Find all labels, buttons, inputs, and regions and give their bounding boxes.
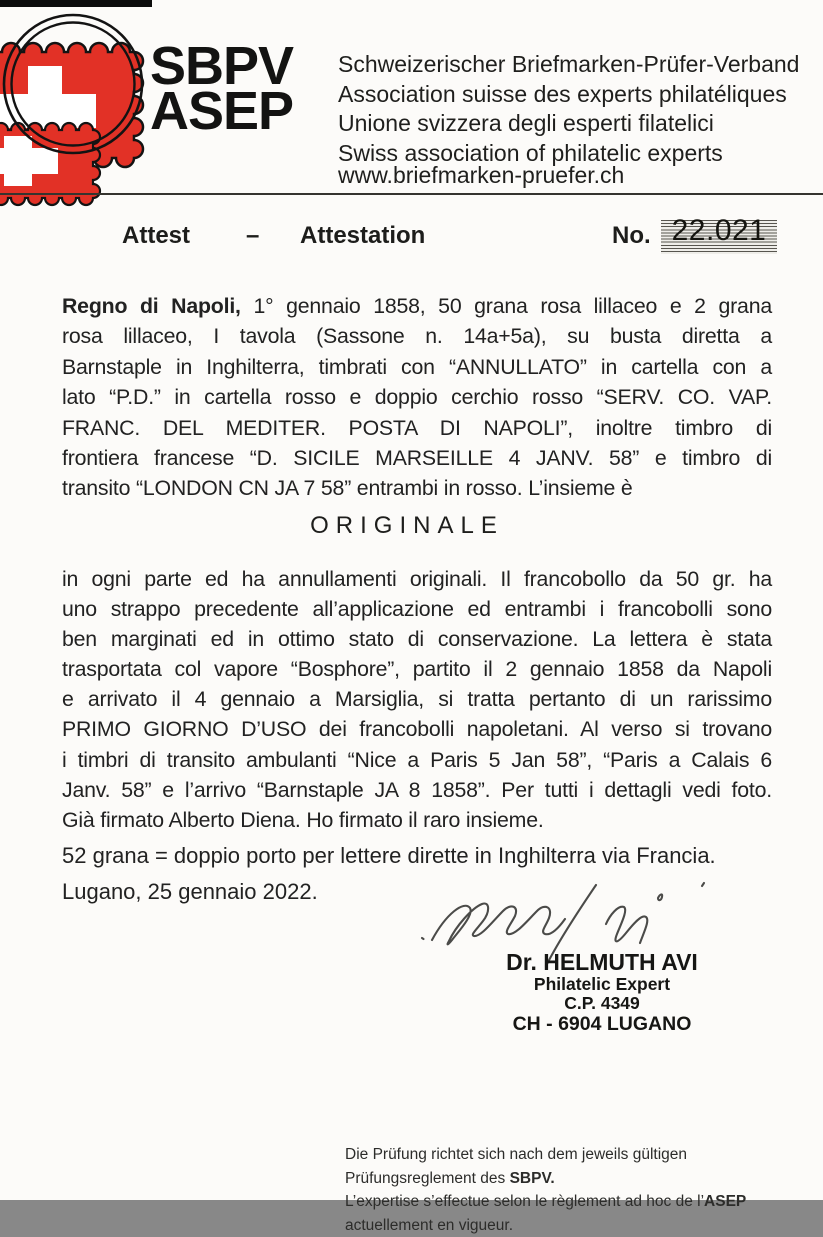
website-text: www.briefmarken-pruefer.ch — [338, 162, 625, 188]
text-segment: FRANC. DEL MEDITER. POSTA DI NAPOLI”, inoltre timbro di — [62, 415, 772, 440]
text-line — [62, 352, 772, 382]
title-attestation: Attestation — [300, 222, 426, 249]
text-segment: uno strappo precedente all’applicazione ed entrambi i francobolli sono — [62, 597, 772, 622]
text-segment: 1° gennaio 1858, 50 grana rosa lillaceo e 2 grana — [240, 294, 772, 318]
org-name-de: Schweizerischer Briefmarken-Prüfer-Verband — [338, 51, 800, 77]
org-name-it: Unione svizzera degli esperti filatelici — [338, 110, 714, 136]
text-segment: Janv. 58” e l’arrivo “Barnstaple JA 8 1858”. Per tutti i dettagli vedi foto. — [62, 777, 772, 802]
text-segment: Barnstaple in Inghilterra, timbrati con “ANNULLATO” in cartella con a — [62, 354, 772, 379]
text-line — [62, 654, 772, 684]
expert-identity-block — [452, 950, 752, 1035]
text-segment: Die Prüfung richtet sich nach dem jeweils gültigen Prüfungsreglement des — [345, 1146, 688, 1187]
text-line — [62, 564, 772, 594]
text-segment: i timbri di transito ambulanti “Nice a Paris 5 Jan 58”, “Paris a Calais 6 — [62, 747, 772, 772]
text-segment: actuellement en vigueur. — [345, 1216, 514, 1234]
text-line — [62, 805, 772, 835]
sbpv-logo — [0, 8, 160, 194]
expert-city: CH - 6904 LUGANO — [512, 1013, 692, 1035]
title-dash: – — [246, 222, 260, 249]
text-line — [62, 714, 772, 744]
text-line — [62, 745, 772, 775]
org-abbreviation — [150, 36, 294, 141]
text-segment: in ogni parte ed ha annullamenti originali. Il francobollo da 50 gr. ha — [62, 567, 772, 591]
place-date-line: Lugano, 25 gennaio 2022. — [62, 879, 318, 904]
org-name-fr: Association suisse des experts philatéliques — [338, 80, 787, 107]
text-segment: e arrivato il 4 gennaio a Marsiglia, si tratta pertanto di un rarissimo — [62, 687, 772, 712]
text-line — [62, 443, 772, 473]
verdict-originale: ORIGINALE — [310, 512, 504, 539]
text-line — [62, 473, 772, 503]
text-segment: lato “P.D.” in cartella rosso e doppio cerchio rosso “SERV. CO. VAP. — [62, 385, 772, 410]
text-line — [62, 291, 772, 321]
header-divider — [0, 193, 823, 195]
text-line — [62, 684, 772, 714]
scan-edge-artifact — [0, 0, 152, 7]
condition-paragraph — [62, 564, 772, 835]
text-line — [62, 382, 772, 412]
postal-rate-line: 52 grana = doppio porto per lettere dirette in Inghilterra via Francia. — [62, 843, 716, 868]
regulation-footnote — [345, 1143, 805, 1237]
text-segment: frontiera francese “D. SICILE MARSEILLE 4 JANV. 58” e timbro di — [62, 446, 772, 471]
text-line — [345, 1190, 805, 1237]
org-abbr-de: SBPV — [150, 36, 294, 96]
text-segment: PRIMO GIORNO D’USO dei francobolli napoletani. Al verso si trovano — [62, 717, 772, 742]
text-line — [345, 1143, 805, 1190]
expert-title: Philatelic Expert — [533, 974, 671, 994]
text-line — [62, 321, 772, 351]
text-segment: ASEP — [704, 1193, 747, 1210]
text-line — [62, 413, 772, 443]
title-attest: Attest — [122, 222, 191, 249]
text-line — [62, 624, 772, 654]
org-name-en: Swiss association of philatelic experts — [338, 139, 723, 166]
text-segment: L’expertise s’effectue selon le règlement ad hoc de l’ — [345, 1193, 705, 1210]
description-paragraph — [62, 291, 772, 504]
certificate-number-label: No. — [612, 222, 651, 249]
text-segment: trasportata col vapore “Bosphore”, partito il 2 gennaio 1858 da Napoli — [62, 657, 772, 682]
text-segment: Regno di Napoli, — [62, 294, 241, 318]
certificate-number: 22.021 — [671, 214, 767, 247]
certificate-number-field — [661, 214, 777, 254]
org-abbr-fr: ASEP — [150, 81, 294, 141]
text-line — [62, 775, 772, 805]
text-segment: rosa lillaceo, I tavola (Sassone n. 14a+5a), su busta diretta a — [62, 324, 772, 349]
text-segment: SBPV. — [509, 1169, 555, 1187]
text-segment: transito “LONDON CN JA 7 58” entrambi in rosso. L’insieme è — [62, 476, 633, 501]
expert-name: Dr. HELMUTH AVI — [506, 949, 698, 975]
text-segment: Già firmato Alberto Diena. Ho firmato il raro insieme. — [62, 807, 544, 832]
expert-po-box: C.P. 4349 — [564, 993, 640, 1013]
org-names — [338, 50, 799, 168]
text-line — [62, 594, 772, 624]
text-segment: ben marginati ed in ottimo stato di conservazione. La lettera è stata — [62, 627, 772, 652]
